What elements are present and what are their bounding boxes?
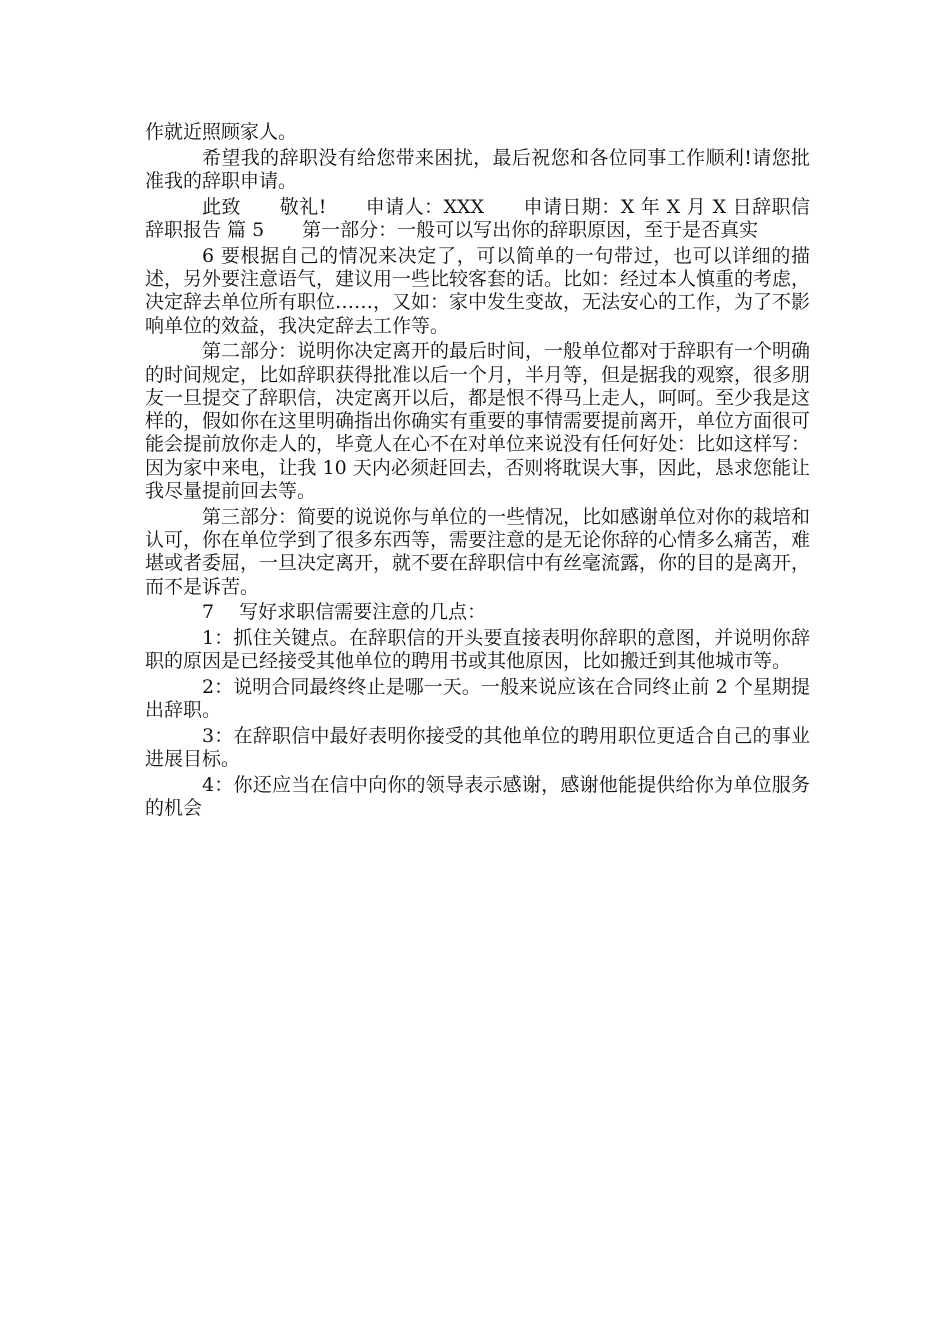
paragraph: 第二部分：说明你决定离开的最后时间，一般单位都对于辞职有一个明确的时间规定，比如辞职获得批准以后一个月，半月等，但是据我的观察，很多朋友一旦提交了辞职信，决定离开以后，都是恨不得马上走人，呵呵。至少我是这样的，假如你在这里明确指出你确实有重要的事情需要提前离开，单位方面很可能会提前放你走人的，毕竟人在心不在对单位来说没有任何好处：比如这样写：因为家中来电，让我 10 天内必须赶回去，否则将耽误大事，因此，恳求您能让我尽量提前回去等。 — [145, 340, 811, 503]
paragraph: 3：在辞职信中最好表明你接受的其他单位的聘用职位更适合自己的事业进展目标。 — [145, 724, 810, 771]
paragraph: 2：说明合同最终终止是哪一天。一般来说应该在合同终止前 2 个星期提出辞职。 — [145, 675, 810, 722]
paragraph: 7 写好求职信需要注意的几点： — [202, 601, 487, 624]
paragraph: 希望我的辞职没有给您带来困扰，最后祝您和各位同事工作顺利!请您批准我的辞职申请。 — [145, 146, 810, 192]
document-body — [145, 121, 810, 823]
paragraph: 此致 敬礼! 申请人：XXX 申请日期：X 年 X 月 X 日辞职信辞职报告 篇 5 第一部分：一般可以写出你的辞职原因，至于是否真实 — [145, 195, 810, 241]
paragraph: 作就近照顾家人。 — [145, 121, 298, 143]
paragraph: 1：抓住关键点。在辞职信的开头要直接表明你辞职的意图，并说明你辞职的原因是已经接受其他单位的聘用书或其他原因，比如搬迁到其他城市等。 — [145, 626, 810, 673]
paragraph: 4：你还应当在信中向你的领导表示感谢，感谢他能提供给你为单位服务的机会 — [145, 773, 810, 820]
paragraph: 6 要根据自己的情况来决定了，可以简单的一句带过，也可以详细的描述，另外要注意语气，建议用一些比较客套的话。比如：经过本人慎重的考虑，决定辞去单位所有职位……，又如：家中发生变故，无法安心的工作，为了不影响单位的效益，我决定辞去工作等。 — [145, 244, 811, 337]
paragraph: 第三部分：简要的说说你与单位的一些情况，比如感谢单位对你的栽培和认可，你在单位学到了很多东西等，需要注意的是无论你辞的心情多么痛苦，难堪或者委屈，一旦决定离开，就不要在辞职信中有丝毫流露，你的目的是离开，而不是诉苦。 — [145, 505, 811, 598]
